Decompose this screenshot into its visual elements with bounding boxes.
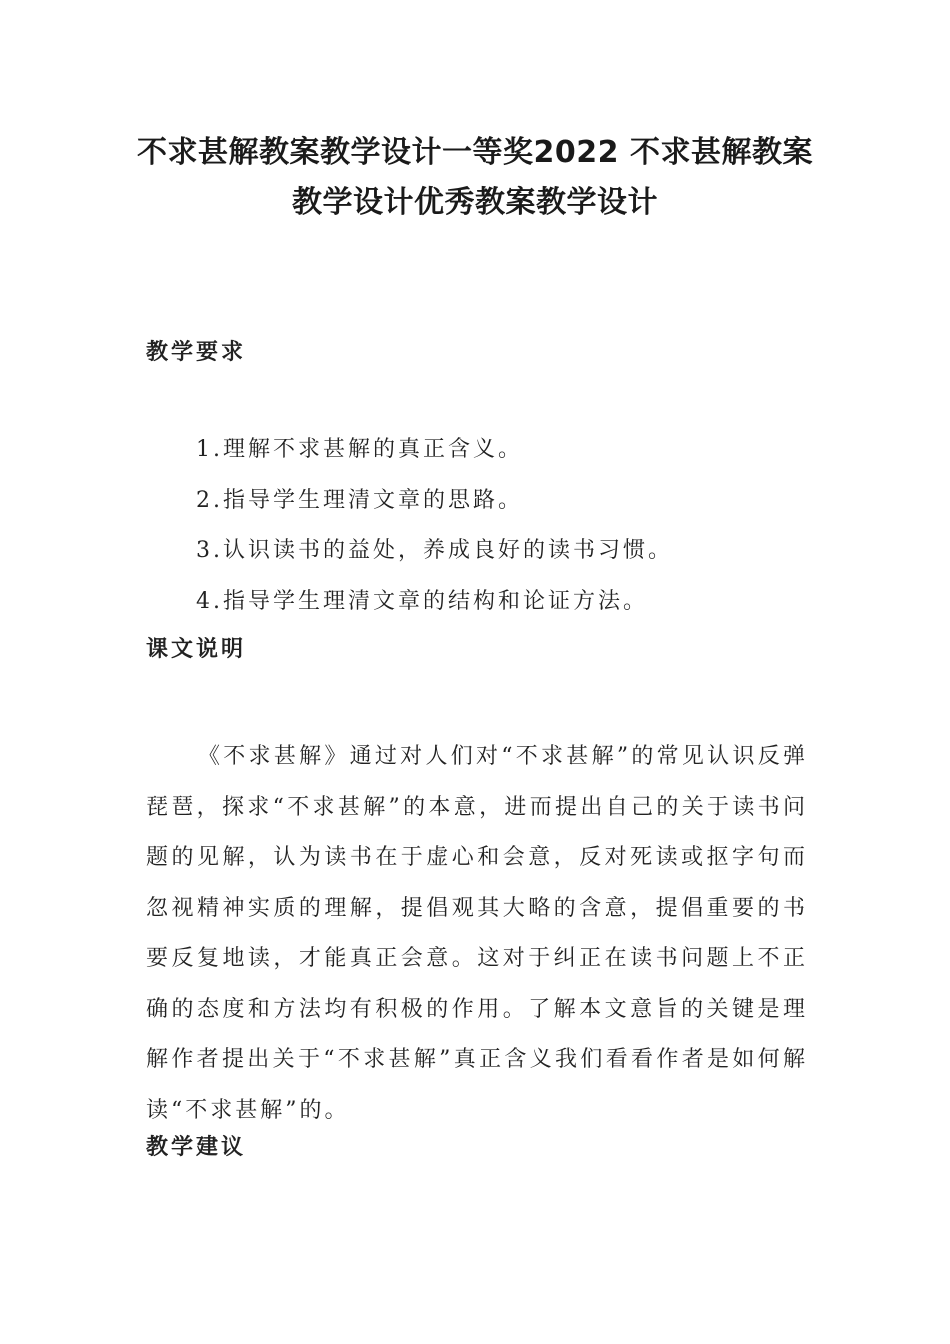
requirements-list (196, 432, 673, 634)
document-title (90, 128, 860, 228)
text-note-paragraph: 《不求甚解》通过对人们对“不求甚解”的常见认识反弹琵琶，探求“不求甚解”的本意，进而提出自己的关于读书问题的见解，认为读书在于虚心和会意，反对死读或抠字句而忽视精神实质的理解，提倡观其大略的含意，提倡重要的书要反复地读，才能真正会意。这对于纠正在读书问题上不正确的态度和方法均有积极的作用。了解本文意旨的关键是理解作者提出关于“不求甚解”真正含义我们看看作者是如何解读“不求甚解”的。 (146, 744, 808, 1123)
section-heading-teaching-advice: 教学建议 (146, 1134, 247, 1160)
requirement-item: 2.指导学生理清文章的思路。 (196, 487, 523, 513)
section-heading-text-note: 课文说明 (146, 636, 247, 662)
title-line-2: 教学设计优秀教案教学设计 (292, 185, 658, 220)
title-line-1: 不求甚解教案教学设计一等奖2022 不求甚解教案 (137, 135, 813, 170)
requirement-item: 1.理解不求甚解的真正含义。 (196, 437, 523, 462)
requirement-item: 4.指导学生理清文章的结构和论证方法。 (196, 588, 648, 614)
requirement-item: 3.认识读书的益处，养成良好的读书习惯。 (196, 538, 673, 563)
section-heading-requirements: 教学要求 (146, 339, 247, 365)
